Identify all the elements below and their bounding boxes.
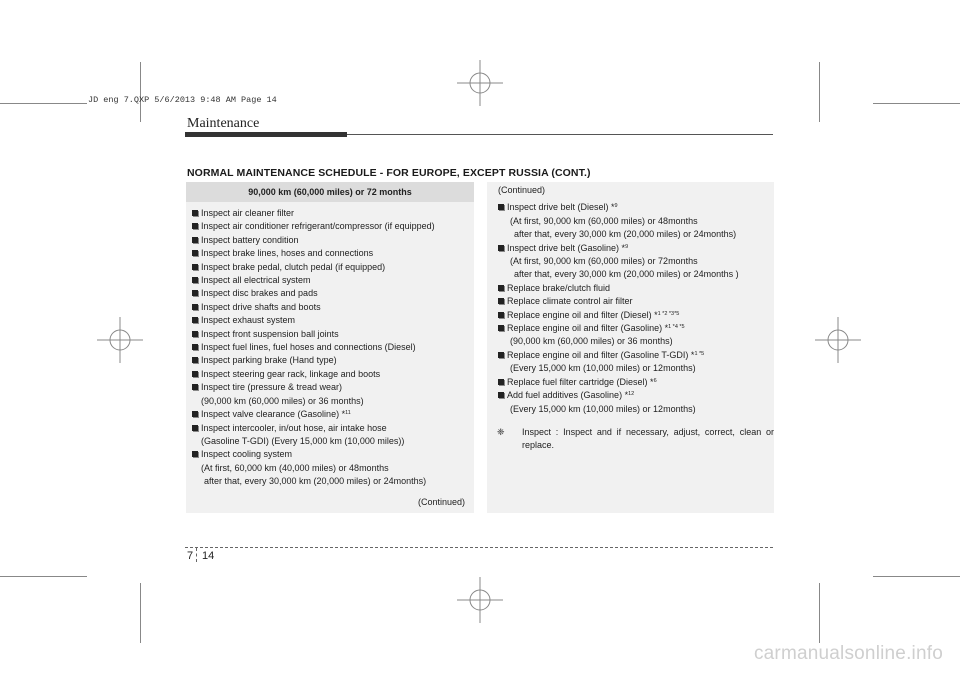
list-item-detail: (At first, 90,000 km (60,000 miles) or 48months <box>510 215 698 226</box>
checkbox-icon <box>192 344 198 350</box>
list-item: Inspect drive belt (Diesel) *$^9$ <box>490 201 739 214</box>
checkbox-icon <box>192 223 198 229</box>
list-item-detail: after that, every 30,000 km (20,000 miles) or 24months ) <box>514 269 739 280</box>
list-item: Inspect drive belt (Gasoline) *$^9$ <box>490 242 739 255</box>
footer-rule <box>185 547 773 548</box>
checkbox-icon <box>192 304 198 310</box>
interval-header-label: 90,000 km (60,000 miles) or 72 months <box>248 187 412 197</box>
checkbox-icon <box>192 357 198 363</box>
list-item: Inspect tire (pressure & tread wear) <box>192 381 435 394</box>
list-item-detail: after that, every 30,000 km (20,000 miles) or 24months) <box>514 229 737 240</box>
checkbox-icon <box>192 371 198 377</box>
checkbox-icon <box>192 331 198 337</box>
checkbox-icon <box>192 264 198 270</box>
checkbox-icon <box>192 425 198 431</box>
list-item-detail: (Every 15,000 km (10,000 miles) or 12months) <box>510 403 696 414</box>
list-item: Inspect air conditioner refrigerant/compressor (if equipped) <box>192 220 435 233</box>
checkbox-icon <box>192 277 198 283</box>
list-item-detail: (90,000 km (60,000 miles) or 36 months) <box>201 395 364 406</box>
registration-mark-top <box>455 58 505 108</box>
checkbox-icon <box>192 384 198 390</box>
checkbox-icon <box>498 245 504 251</box>
registration-mark-bottom <box>455 575 505 625</box>
watermark: carmanualsonline.info <box>753 643 943 664</box>
continued-label: (Continued) <box>418 497 466 507</box>
list-item: Inspect front suspension ball joints <box>192 328 435 341</box>
registration-mark-right <box>815 315 861 365</box>
list-item: Inspect valve clearance (Gasoline) *$^{11}$ <box>192 408 435 421</box>
checkbox-icon <box>498 285 504 291</box>
list-item-detail: (Gasoline T-GDI) (Every 15,000 km (10,000 miles)) <box>201 435 405 446</box>
checkbox-icon <box>498 325 504 331</box>
note-symbol-icon: ❈ <box>497 427 505 437</box>
list-item: Inspect all electrical system <box>192 274 435 287</box>
list-item: Replace engine oil and filter (Gasoline) *$^{1 *4 *5}$ <box>490 322 739 335</box>
list-item: Replace fuel filter cartridge (Diesel) *$^6$ <box>490 376 739 389</box>
checkbox-icon <box>498 204 504 210</box>
section-rule-thin <box>347 134 773 135</box>
inspect-note: Inspect : Inspect and if necessary, adjust, correct, clean or replace. <box>522 427 774 451</box>
schedule-title: NORMAL MAINTENANCE SCHEDULE - FOR EUROPE, EXCEPT RUSSIA (CONT.) <box>187 167 591 179</box>
list-item: Inspect brake lines, hoses and connections <box>192 247 435 260</box>
left-item-list <box>192 207 435 489</box>
checkbox-icon <box>498 379 504 385</box>
list-item-detail: (At first, 60,000 km (40,000 miles) or 48months <box>201 462 389 473</box>
section-title: Maintenance <box>187 116 260 131</box>
registration-mark-left <box>97 315 143 365</box>
list-item: Inspect disc brakes and pads <box>192 287 435 300</box>
list-item-detail: (Every 15,000 km (10,000 miles) or 12months) <box>510 363 696 374</box>
interval-header <box>186 182 474 202</box>
list-item: Inspect cooling system <box>192 448 435 461</box>
list-item: Replace engine oil and filter (Gasoline T-GDI) *$^{1 *5}$ <box>490 349 739 362</box>
checkbox-icon <box>192 250 198 256</box>
checkbox-icon <box>498 298 504 304</box>
list-item-detail: after that, every 30,000 km (20,000 miles) or 24months) <box>204 476 427 487</box>
right-item-list <box>490 184 739 416</box>
list-item: Inspect intercooler, in/out hose, air intake hose <box>192 422 435 435</box>
list-item: Replace climate control air filter <box>490 295 739 308</box>
chapter-number: 7 <box>187 550 194 562</box>
checkbox-icon <box>192 317 198 323</box>
checkbox-icon <box>192 290 198 296</box>
continued-label: (Continued) <box>498 185 546 195</box>
list-item-detail: (90,000 km (60,000 miles) or 36 months) <box>510 336 673 347</box>
list-item-detail: (At first, 90,000 km (60,000 miles) or 72months <box>510 256 698 267</box>
page-divider <box>196 548 197 562</box>
list-item: Inspect air cleaner filter <box>192 207 435 220</box>
page-number: 14 <box>202 550 215 562</box>
checkbox-icon <box>192 237 198 243</box>
checkbox-icon <box>192 210 198 216</box>
list-item: Inspect drive shafts and boots <box>192 301 435 314</box>
list-item: Replace engine oil and filter (Diesel) *$^{1 *2 *3*5}$ <box>490 309 739 322</box>
list-item: Inspect battery condition <box>192 234 435 247</box>
list-item: Add fuel additives (Gasoline) *$^{12}$ <box>490 389 739 402</box>
checkbox-icon <box>192 451 198 457</box>
checkbox-icon <box>498 392 504 398</box>
list-item: Inspect steering gear rack, linkage and boots <box>192 368 435 381</box>
list-item: Inspect brake pedal, clutch pedal (if equipped) <box>192 261 435 274</box>
print-slug: JD eng 7.QXP 5/6/2013 9:48 AM Page 14 <box>88 95 277 105</box>
checkbox-icon <box>192 411 198 417</box>
checkbox-icon <box>498 352 504 358</box>
list-item: Inspect parking brake (Hand type) <box>192 354 435 367</box>
list-item: Inspect exhaust system <box>192 314 435 327</box>
list-item: Replace brake/clutch fluid <box>490 282 739 295</box>
checkbox-icon <box>498 312 504 318</box>
section-rule-thick <box>185 132 347 137</box>
list-item: Inspect fuel lines, fuel hoses and connections (Diesel) <box>192 341 435 354</box>
